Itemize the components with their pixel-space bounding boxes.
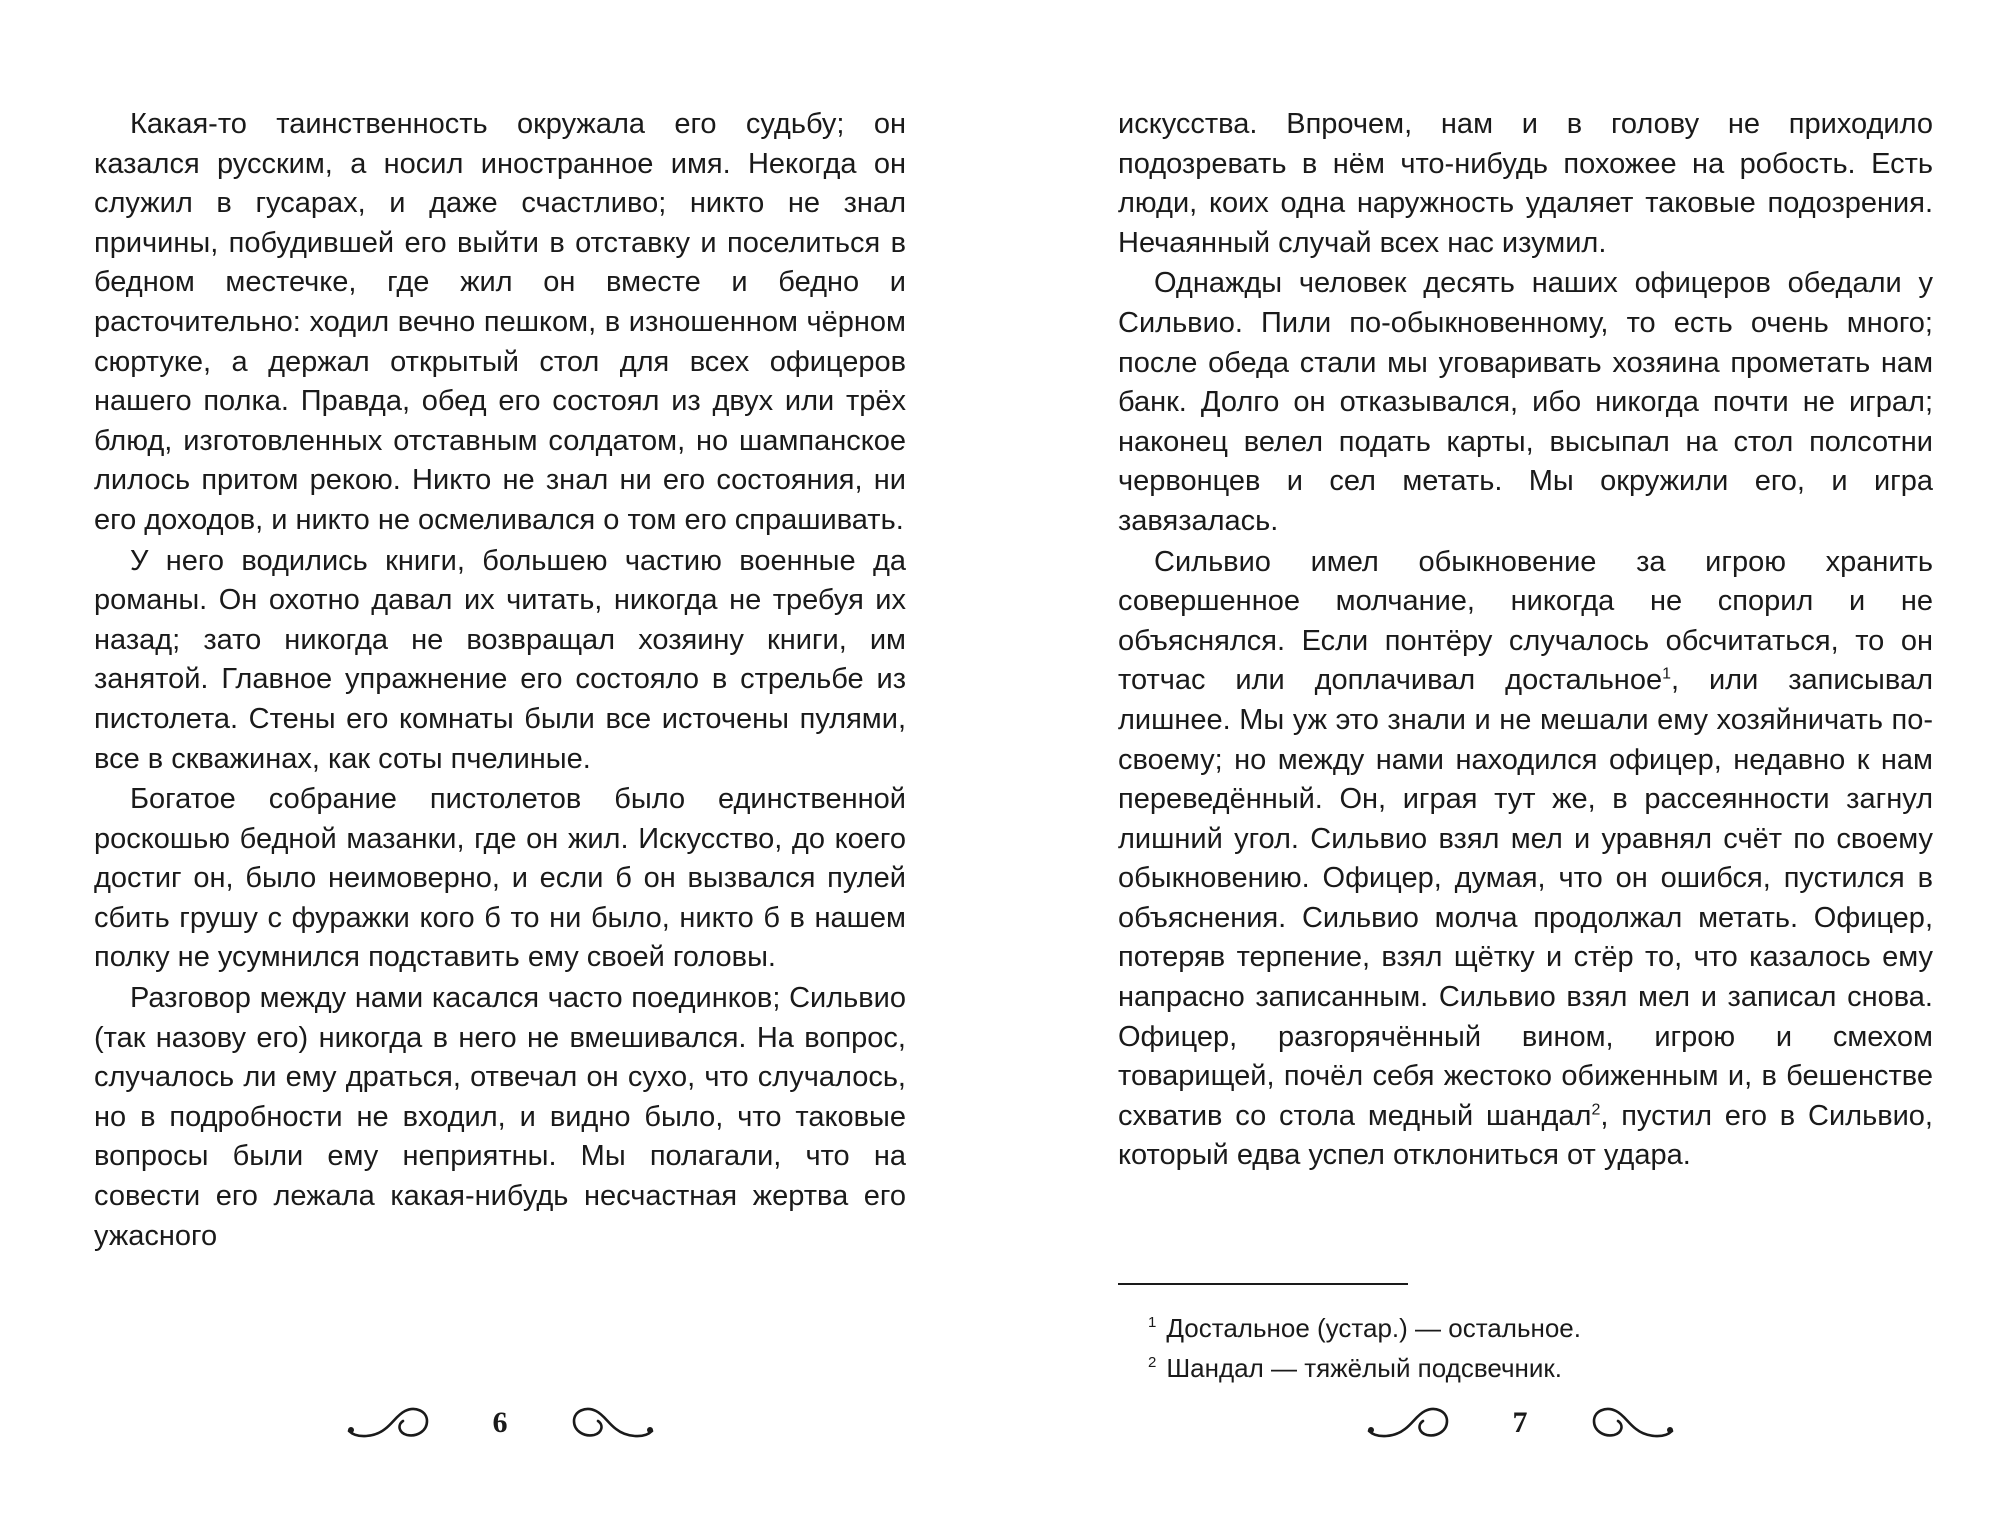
paragraph (1118, 543, 1933, 1177)
footnote (1148, 1308, 1928, 1348)
paragraph-continuation: искусства. Впрочем, нам и в голову не приходило подозревать в нём что-нибудь похожее на робость. Есть люди, коих одна наружность удаляет таковые подозрения. Нечаянный случай всех нас изумил. (1118, 108, 1933, 259)
page-number: 6 (492, 1406, 508, 1439)
footnote-mark: 2 (1148, 1354, 1157, 1372)
paragraph: Однажды человек десять наших офицеров обедали у Сильвио. Пили по-обыкновенному, то есть очень много; после обеда стали мы уговаривать хозяина прометать нам банк. Долго он отказывался, ибо никогда почти не играл; наконец велел подать карты, высыпал на стол полсотни червонцев и сел метать. Мы окружили его, и игра завязалась. (1118, 267, 1933, 537)
page-number-footer (320, 1398, 680, 1448)
text-run: , или записывал лишнее. Мы уж это знали и не мешали ему хозяйничать по-своему; но между нами находился офицер, недавно к нам переведённый. Он, играя тут же, в рассеянности загнул лишний угол. Сильвио взял мел и уравнял счёт по своему обыкновению. Офицер, думая, что он ошибся, пустился в объяснения. Сильвио молча продолжал метать. Офицер, потеряв терпение, взял щётку и стёр то, что казалось ему напрасно записанным. Сильвио взял мел и записал снова. Офицер, разгорячённый вином, игрою и смехом товарищей, почёл себя жестоко обиженным и, в бешенстве схватив со стола медный шандал (1118, 664, 1933, 1132)
paragraph: Богатое собрание пистолетов было единственной роскошью бедной мазанки, где он жил. Искусство, до коего достиг он, было неимоверно, и если б он вызвался пулей сбить грушу с фуражки кого б то ни было, никто б в нашем полку не усумнился подставить ему своей головы. (94, 783, 906, 974)
right-page (1000, 0, 2000, 1519)
paragraph: Разговор между нами касался часто поединков; Сильвио (так назову его) никогда в него не вмешивался. На вопрос, случалось ли ему драться, отвечал он сухо, что случалось, но в подробности не входил, и видно было, что таковые вопросы были ему неприятны. Мы полагали, что на совести его лежала какая-нибудь несчастная жертва его ужасного (94, 982, 906, 1252)
page-number: 7 (1512, 1406, 1528, 1439)
footnote-divider (1118, 1283, 1408, 1285)
paragraph: У него водились книги, большею частию военные да романы. Он охотно давал их читать, никогда не требуя их назад; зато никогда не возвращал хозяину книги, им занятой. Главное упражнение его состояло в стрельбе из пистолета. Стены его комнаты были все источены пулями, все в скважинах, как соты пчелиные. (94, 544, 906, 775)
footnote (1148, 1348, 1928, 1388)
footnotes (1148, 1308, 1928, 1388)
footnote-mark: 1 (1148, 1314, 1157, 1332)
right-swirl-ornament-icon (1584, 1403, 1676, 1443)
footnote-ref: 2 (1591, 1101, 1601, 1119)
right-page-text (1118, 105, 1933, 1176)
footnote-text: Достальное (устар.) — остальное. (1166, 1313, 1581, 1343)
footnote-text: Шандал — тяжёлый подсвечник. (1166, 1353, 1562, 1383)
left-swirl-ornament-icon (345, 1403, 437, 1443)
text-run: , пустил его в Сильвио, который едва успел отклониться от удара. (1118, 1099, 1933, 1172)
right-swirl-ornament-icon (564, 1403, 656, 1443)
text-run: Сильвио имел обыкновение за игрою хранить совершенное молчание, никогда не спорил и не объяснялся. Если понтёру случалось обсчитаться, то он тотчас или доплачивал достальное (1118, 545, 1933, 697)
footnote-ref: 1 (1662, 665, 1671, 683)
page-number-footer (1340, 1398, 1700, 1448)
left-page-text (94, 105, 906, 1256)
paragraph: Какая-то таинственность окружала его судьбу; он казался русским, а носил иностранное имя. Некогда он служил в гусарах, и даже счастливо; никто не знал причины, побудившей его выйти в отставку и поселиться в бедном местечке, где жил он вместе и бедно и расточительно: ходил вечно пешком, в изношенном чёрном сюртуке, а держал открытый стол для всех офицеров нашего полка. Правда, обед его состоял из двух или трёх блюд, изготовленных отставным солдатом, но шампанское лилось притом рекою. Никто не знал ни его состояния, ни его доходов, и никто не осмеливался о том его спрашивать. (94, 108, 906, 536)
left-swirl-ornament-icon (1365, 1403, 1457, 1443)
